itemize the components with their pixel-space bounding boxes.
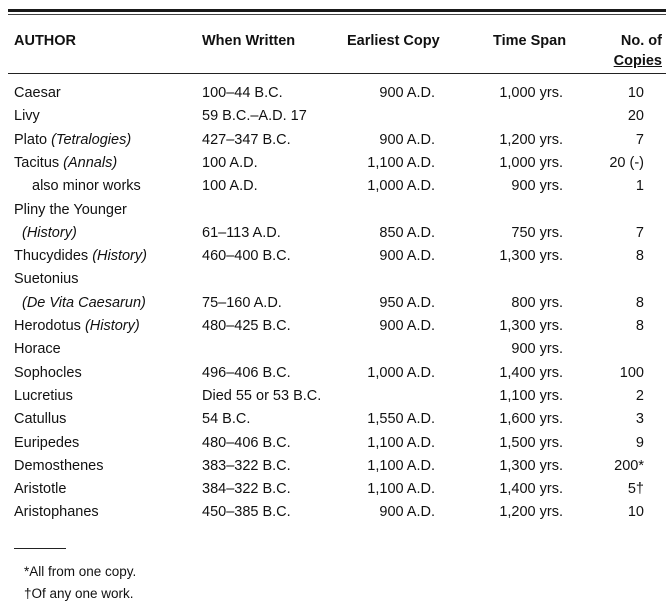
author-work-title: (De Vita Caesarun) — [22, 295, 146, 311]
author-name: Demosthenes — [14, 458, 104, 474]
author-work-title: (History) — [22, 225, 77, 241]
author-name: Aristophanes — [14, 504, 99, 520]
author-name: Caesar — [14, 85, 61, 101]
author-name: also minor works — [32, 178, 141, 194]
table-cell-time-span: 750 yrs. — [511, 225, 563, 241]
author-name: Euripedes — [14, 435, 80, 451]
header-rule — [8, 73, 666, 74]
table-cell-time-span: 1,400 yrs. — [499, 481, 563, 497]
table-cell-time-span: 1,200 yrs. — [499, 132, 563, 148]
table-cell-when-written: 75–160 A.D. — [202, 295, 282, 311]
table-cell-author — [22, 295, 146, 312]
footnote-rule — [14, 548, 66, 549]
table-cell-when-written: 100–44 B.C. — [202, 85, 283, 101]
header-time-span: Time Span — [493, 33, 567, 49]
table-cell-time-span: 1,400 yrs. — [499, 365, 563, 381]
table-cell-earliest-copy: 1,100 A.D. — [367, 458, 435, 474]
table-cell-earliest-copy: 900 A.D. — [379, 504, 435, 520]
table-cell-author — [14, 318, 140, 335]
author-work-title: (History) — [92, 248, 147, 264]
table-cell-earliest-copy: 900 A.D. — [379, 85, 435, 101]
table-cell-author — [14, 108, 40, 125]
table-cell-earliest-copy: 900 A.D. — [379, 318, 435, 334]
header-author: AUTHOR — [14, 33, 77, 49]
author-name: Sophocles — [14, 365, 82, 381]
table-cell-time-span: 1,000 yrs. — [499, 155, 563, 171]
footnote-dagger: †Of any one work. — [24, 586, 134, 601]
table-cell-earliest-copy: 1,100 A.D. — [367, 155, 435, 171]
table-cell-author — [14, 132, 131, 149]
author-name: Pliny the Younger — [14, 202, 127, 218]
table-cell-time-span: 1,200 yrs. — [499, 504, 563, 520]
footnote-star: *All from one copy. — [24, 564, 137, 579]
table-cell-when-written: 100 A.D. — [202, 178, 258, 194]
author-name: Plato — [14, 132, 52, 148]
table-cell-copies: 10 — [627, 85, 644, 101]
table-cell-earliest-copy: 1,550 A.D. — [367, 411, 435, 427]
table-cell-when-written: 59 B.C.–A.D. 17 — [202, 108, 307, 124]
table-cell-time-span: 1,100 yrs. — [499, 388, 563, 404]
table-cell-copies: 5† — [627, 481, 644, 497]
header-copies-line2: Copies — [613, 53, 662, 69]
top-rule-thin — [8, 14, 666, 15]
table-cell-copies: 3 — [635, 411, 644, 427]
table-cell-when-written: 460–400 B.C. — [202, 248, 291, 264]
table-cell-earliest-copy: 950 A.D. — [379, 295, 435, 311]
table-cell-when-written: 383–322 B.C. — [202, 458, 291, 474]
table-cell-author — [14, 504, 99, 521]
table-cell-copies: 2 — [635, 388, 644, 404]
table-cell-author — [14, 458, 103, 475]
table-cell-when-written: 480–425 B.C. — [202, 318, 291, 334]
table-cell-copies: 8 — [635, 295, 644, 311]
table-cell-time-span: 1,000 yrs. — [499, 85, 563, 101]
table-cell-author — [14, 248, 147, 265]
table-cell-author — [14, 202, 127, 219]
table-cell-copies: 20 (-) — [609, 155, 644, 171]
table-cell-copies: 7 — [635, 132, 644, 148]
header-earliest-copy: Earliest Copy — [347, 33, 440, 49]
author-name: Thucydides — [14, 248, 93, 264]
author-name: Aristotle — [14, 481, 67, 497]
table-cell-earliest-copy: 850 A.D. — [379, 225, 435, 241]
table-cell-when-written: 496–406 B.C. — [202, 365, 291, 381]
table-cell-earliest-copy: 1,000 A.D. — [367, 178, 435, 194]
header-copies-line1: No. of — [620, 33, 662, 49]
table-cell-time-span: 900 yrs. — [511, 178, 563, 194]
table-cell-copies: 100 — [619, 365, 644, 381]
table-cell-earliest-copy: 1,000 A.D. — [367, 365, 435, 381]
table-cell-author — [14, 388, 73, 405]
table-cell-copies: 9 — [635, 435, 644, 451]
table-cell-author — [14, 411, 66, 428]
author-name: Suetonius — [14, 271, 79, 287]
author-name: Horace — [14, 341, 61, 357]
table-cell-copies: 8 — [635, 318, 644, 334]
table-cell-author — [14, 155, 117, 172]
table-cell-author — [14, 85, 61, 102]
top-rule-thick — [8, 9, 666, 12]
author-name: Tacitus — [14, 155, 64, 171]
table-cell-when-written: 100 A.D. — [202, 155, 258, 171]
table-cell-earliest-copy: 1,100 A.D. — [367, 435, 435, 451]
table-cell-copies: 20 — [627, 108, 644, 124]
table-cell-copies: 200* — [614, 458, 644, 474]
table-cell-when-written: 61–113 A.D. — [202, 225, 281, 241]
author-name: Lucretius — [14, 388, 73, 404]
table-cell-author — [14, 481, 66, 498]
table-cell-time-span: 800 yrs. — [511, 295, 563, 311]
table-cell-earliest-copy: 900 A.D. — [379, 132, 435, 148]
author-name: Herodotus — [14, 318, 85, 334]
table-cell-earliest-copy: 1,100 A.D. — [367, 481, 435, 497]
author-work-title: (Annals) — [63, 155, 118, 171]
author-work-title: (Tetralogies) — [51, 132, 132, 148]
table-cell-time-span: 900 yrs. — [511, 341, 563, 357]
table-cell-copies: 1 — [635, 178, 644, 194]
table-cell-time-span: 1,600 yrs. — [499, 411, 563, 427]
author-work-title: (History) — [84, 318, 140, 334]
table-cell-author — [14, 365, 82, 382]
table-cell-time-span: 1,500 yrs. — [499, 435, 563, 451]
table-cell-author — [22, 225, 77, 242]
table-cell-when-written: 384–322 B.C. — [202, 481, 291, 497]
table-cell-when-written: 480–406 B.C. — [202, 435, 291, 451]
table-cell-when-written: 450–385 B.C. — [202, 504, 291, 520]
table-cell-copies: 10 — [627, 504, 644, 520]
table-cell-when-written: Died 55 or 53 B.C. — [202, 388, 322, 404]
table-cell-earliest-copy: 900 A.D. — [379, 248, 435, 264]
table-cell-copies: 8 — [635, 248, 644, 264]
table-cell-when-written: 54 B.C. — [202, 411, 251, 427]
table-cell-author — [14, 435, 79, 452]
author-name: Livy — [14, 108, 40, 124]
header-when-written: When Written — [202, 33, 296, 49]
table-cell-when-written: 427–347 B.C. — [202, 132, 291, 148]
author-name: Catullus — [14, 411, 67, 427]
table-cell-author — [14, 341, 61, 358]
table-cell-author — [32, 178, 141, 195]
table-cell-time-span: 1,300 yrs. — [499, 458, 563, 474]
table-cell-time-span: 1,300 yrs. — [499, 248, 563, 264]
table-cell-copies: 7 — [635, 225, 644, 241]
table-cell-time-span: 1,300 yrs. — [499, 318, 563, 334]
table-cell-author — [14, 271, 79, 288]
